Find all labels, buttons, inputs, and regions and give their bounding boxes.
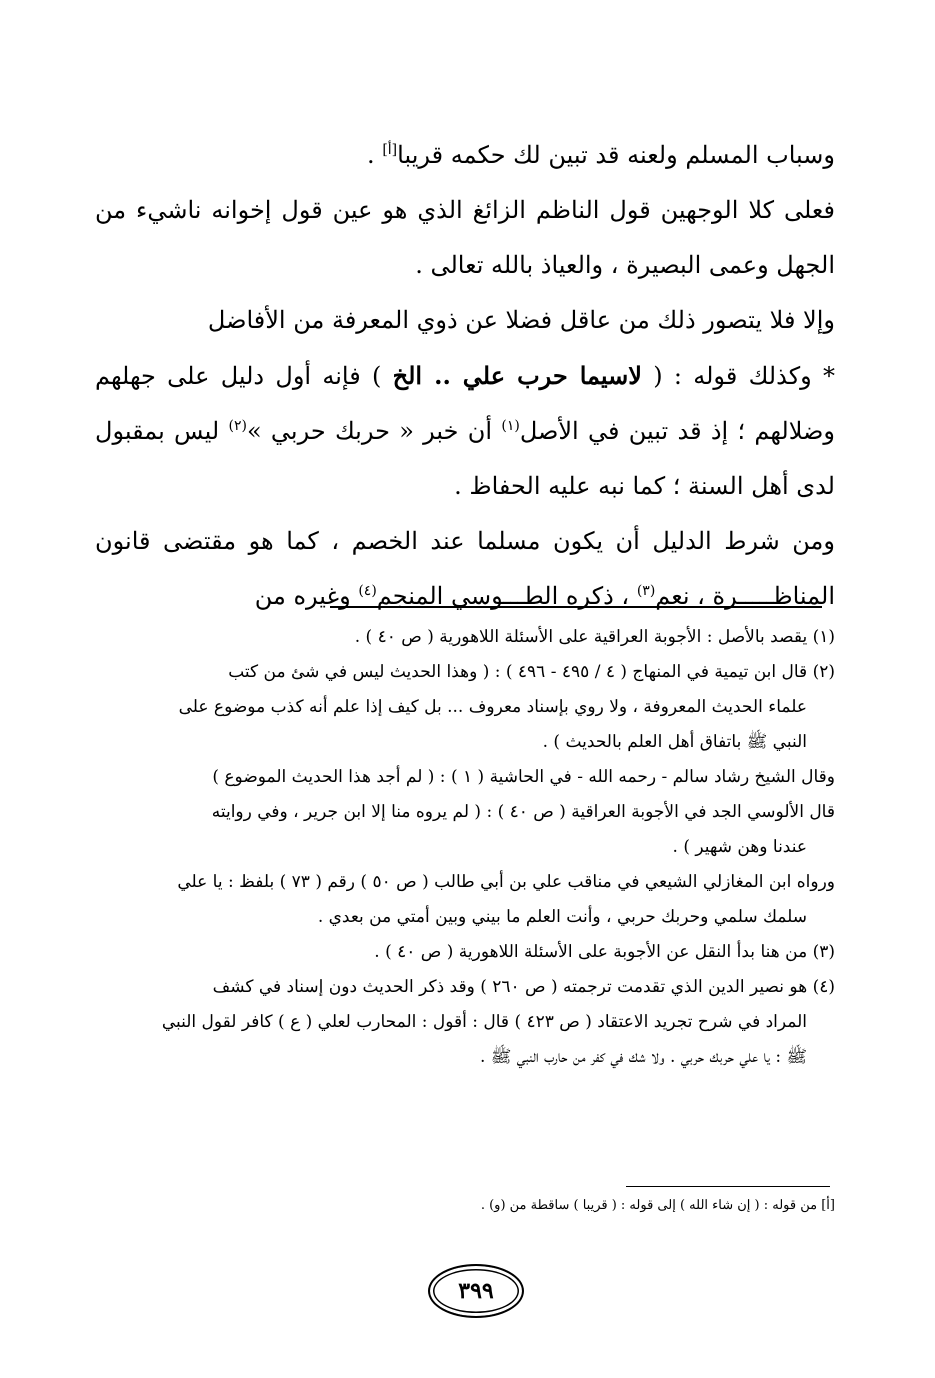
footnote-2-line: وقال الشيخ رشاد سالم - رحمه الله - في الحاشية ( ١ ) : ( لم أجد هذا الحديث الموضوع ) xyxy=(212,767,835,787)
footnote-4: (٤) هو نصير الدين الذي تقدمت ترجمته ( ص ٢٦٠ ) وقد ذكر الحديث دون إسناد في كشف xyxy=(212,977,835,997)
footnote-2-line: سلمك سلمي وحربك حربي ، وأنت العلم ما بيني وبين أمتي من بعدي . xyxy=(317,907,807,927)
footnote-2-line: النبي ﷺ باتفاق أهل العلم بالحديث ) . xyxy=(542,732,807,752)
footnote-2: (٢) قال ابن تيمية في المنهاج ( ٤ / ٤٩٥ - ٤٩٦ ) : ( وهذا الحديث ليس في شئ من كتب xyxy=(228,662,835,682)
footnote-2-line: قال الألوسي الجد في الأجوبة العراقية ( ص ٤٠ ) : ( لم يروه منا إلا ابن جرير ، وفي روايته xyxy=(211,802,835,822)
footnote-ref-2: (٢) xyxy=(228,418,247,434)
margin-note-marker: [أ] xyxy=(382,142,398,158)
margin-note-separator xyxy=(626,1186,830,1187)
quoted-verse: لاسيما حرب علي .. الخ xyxy=(392,361,642,390)
footnote-ref-3: (٣) xyxy=(636,583,656,599)
footnote-4-line: ﷺ : يا علي حربك حربي . ولا شك في كفر من حارب النبي ﷺ . xyxy=(480,1047,807,1067)
main-paragraph-5: ومن شرط الدليل أن يكون مسلما عند الخصم ، كما هو مقتضى قانون المناظـــــرة ، نعم$^{(٣)}$ ، ذكره الطـــوسي المنجم$^{(٤)}$ وغيره من xyxy=(95,527,835,610)
footnote-4-line: المراد في شرح تجريد الاعتقاد ( ص ٤٢٣ ) قال : أقول : المحارب لعلي ( ع ) كافر لقول النبي xyxy=(161,1012,807,1032)
footnote-3: (٣) من هنا بدأ النقل عن الأجوبة على الأسئلة اللاهورية ( ص ٤٠ ) . xyxy=(374,942,835,962)
footnote-1: (١) يقصد بالأصل : الأجوبة العراقية على الأسئلة اللاهورية ( ص ٤٠ ) . xyxy=(354,627,835,647)
page-number: ٣٩٩ xyxy=(428,1264,524,1318)
footnote-2-line: ورواه ابن المغازلي الشيعي في مناقب علي بن أبي طالب ( ص ٥٠ ) رقم ( ٧٣ ) بلفظ : يا علي xyxy=(177,872,835,892)
manuscript-variant-note: [أ] من قوله : ( إن شاء الله ) إلى قوله : ( قريبا ) ساقطة من (و) . xyxy=(480,1198,835,1213)
main-line-1: وسباب المسلم ولعنه قد تبين لك حكمه قريبا[أ] . xyxy=(367,141,835,169)
main-text xyxy=(95,128,835,624)
main-paragraph-4: * وكذلك قوله : ( لاسيما حرب علي .. الخ ) فإنه أول دليل على جهلهم وضلالهم ؛ إذ قد تبين في الأصل$^{(١)}$ أن خبر « حربك حربي »$^{(٢)}$ ليس بمقبول لدى أهل السنة ؛ كما نبه عليه الحفاظ . xyxy=(95,361,835,500)
footnote-ref-1: (١) xyxy=(501,418,520,434)
main-paragraph-3: وإلا فلا يتصور ذلك من عاقل فضلا عن ذوي المعرفة من الأفاضل xyxy=(207,306,835,334)
footnote-2-line: عندنا وهن شهير ) . xyxy=(672,837,807,857)
footnote-ref-4: (٤) xyxy=(358,583,377,599)
footnotes xyxy=(95,620,835,1075)
main-paragraph-2: فعلى كلا الوجهين قول الناظم الزائغ الذي هو عين قول إخوانه ناشيء من الجهل وعمى البصيرة ، والعياذ بالله تعالى . xyxy=(95,196,835,279)
footnote-separator xyxy=(330,606,822,608)
footnote-2-line: علماء الحديث المعروفة ، ولا روي بإسناد معروف ... بل كيف إذا علم أنه كذب موضوع على xyxy=(178,697,807,717)
